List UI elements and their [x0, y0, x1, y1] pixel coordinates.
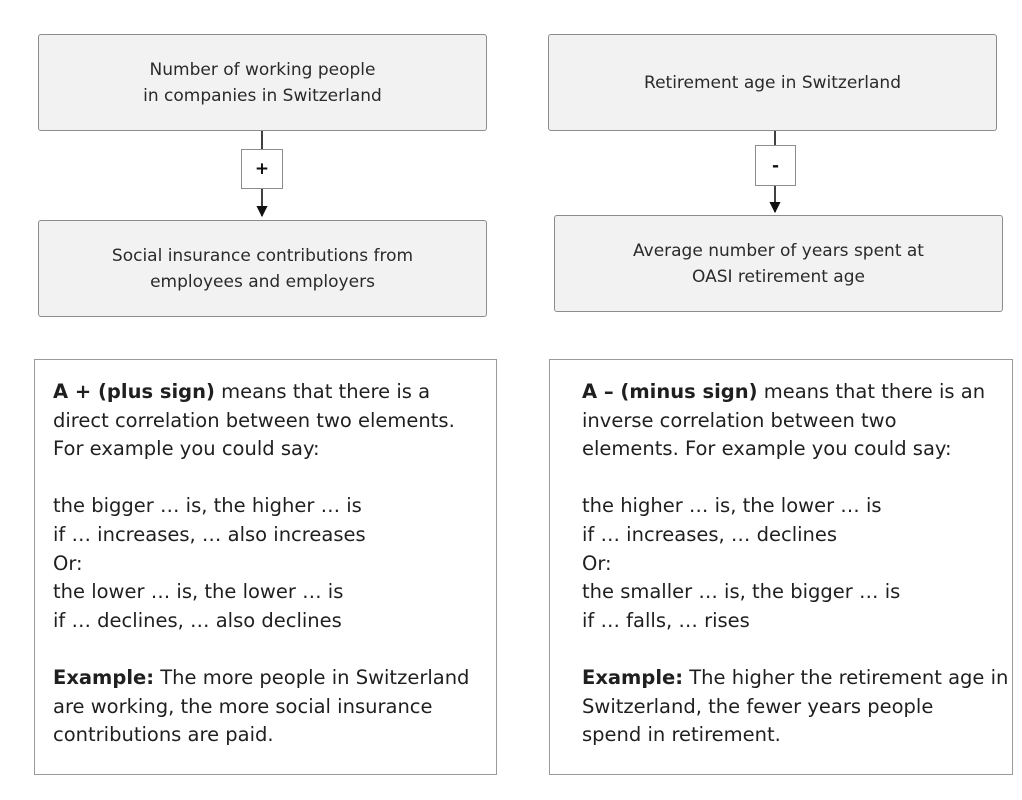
pattern-line: the higher … is, the lower … is	[582, 494, 882, 518]
spacer-line	[582, 464, 1000, 493]
pattern-line: if … increases, … also increases	[53, 522, 366, 546]
pattern-line: if … declines, … also declines	[53, 608, 342, 632]
example-line: spend in retirement.	[582, 723, 781, 747]
pattern-line: the smaller … is, the bigger … is	[582, 580, 901, 604]
explanation-intro-line	[582, 378, 1000, 407]
pattern-line: if … falls, … rises	[582, 608, 750, 632]
pattern-line: the lower … is, the lower … is	[53, 580, 344, 604]
node-text-line: Retirement age in Switzerland	[644, 72, 901, 93]
sign-term: A + (plus sign)	[53, 380, 215, 403]
example-intro-line	[53, 664, 484, 693]
node-text-line: Number of working people	[149, 59, 376, 80]
pattern-line: the bigger … is, the higher … is	[53, 494, 362, 518]
example-label: Example:	[53, 665, 155, 689]
example-text: The more people in Switzerland	[154, 665, 470, 689]
spacer-line	[53, 464, 484, 493]
explanation-line: elements. For example you could say:	[582, 437, 952, 461]
plus-sign-explanation	[34, 359, 497, 775]
pattern-line: Or:	[582, 551, 612, 575]
sign-term: A – (minus sign)	[582, 380, 758, 403]
node-text-line: employees and employers	[150, 271, 375, 292]
intro-text: means that there is a	[214, 380, 431, 403]
explanation-line: For example you could say:	[53, 437, 320, 461]
explanation-line: direct correlation between two elements.	[53, 408, 455, 432]
node-text-line: Social insurance contributions from	[111, 245, 414, 266]
example-label: Example:	[582, 665, 684, 689]
example-line: Switzerland, the fewer years people	[582, 694, 934, 718]
node-text-line: in companies in Switzerland	[143, 85, 382, 106]
node-social-insurance-contributions	[38, 220, 487, 317]
pattern-line: if … increases, … declines	[582, 522, 838, 546]
example-line: are working, the more social insurance	[53, 694, 433, 718]
example-text: The higher the retirement age in	[683, 665, 1009, 689]
example-intro-line	[582, 664, 1009, 693]
example-line: contributions are paid.	[53, 723, 274, 747]
node-text-line: Average number of years spent at	[633, 240, 924, 261]
node-years-in-retirement	[554, 215, 1003, 312]
plus-sign-badge: +	[241, 149, 283, 189]
intro-text: means that there is an	[757, 380, 986, 403]
pattern-line: Or:	[53, 551, 83, 575]
minus-sign-explanation	[549, 359, 1013, 775]
node-retirement-age	[548, 34, 997, 131]
spacer-line	[53, 635, 484, 664]
explanation-line: inverse correlation between two	[582, 408, 897, 432]
node-text-line: OASI retirement age	[691, 266, 865, 287]
spacer-line	[582, 635, 1000, 664]
minus-sign-badge: -	[755, 145, 796, 186]
explanation-intro-line	[53, 378, 484, 407]
